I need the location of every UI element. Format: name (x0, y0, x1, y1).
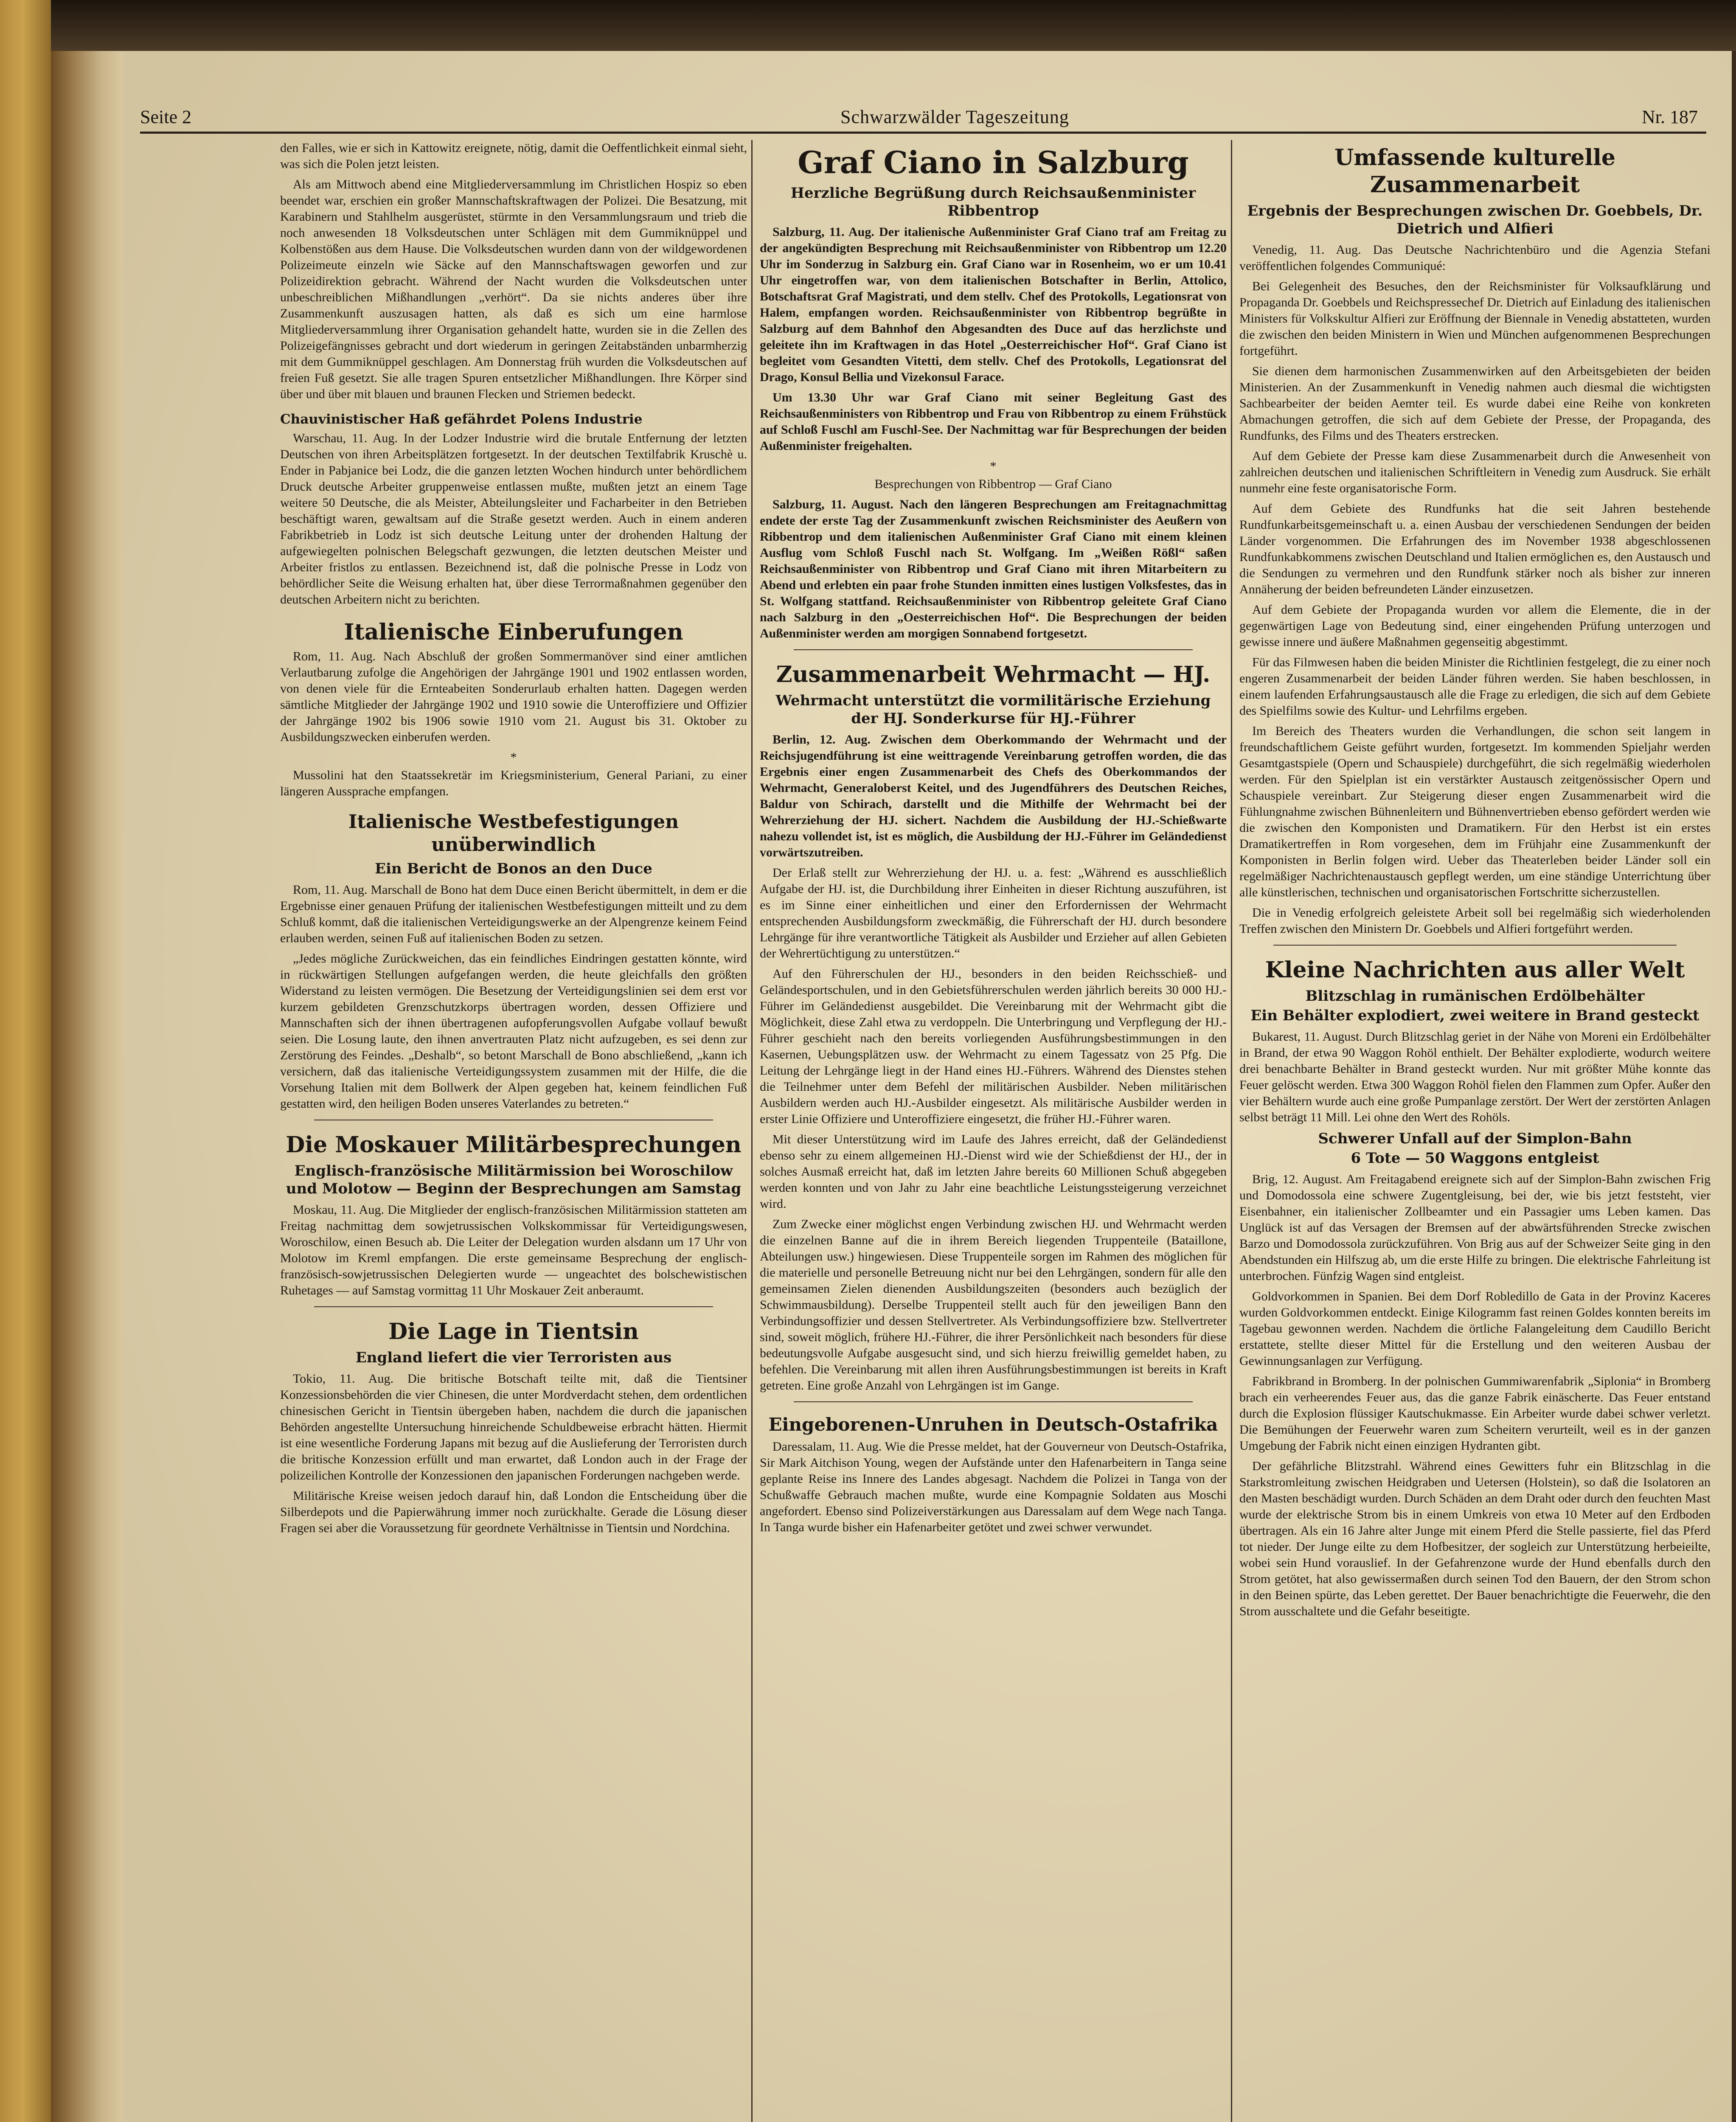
article-text: Um 13.30 Uhr war Graf Ciano mit seiner Begleitung Gast des Reichsaußenministers von Ribbentrop und Frau von Ribbentrop zu einem Frühstück auf Schloß Fuschl am Fuschl-See. Der Nachmittag war für Besprechungen der beiden Außenminister freigehalten. (760, 390, 1227, 453)
article-subheadline: Blitzschlag in rumänischen Erdölbehälter (1305, 988, 1645, 1005)
article-headline: Kleine Nachrichten aus aller Welt (1265, 957, 1685, 983)
article-text: Im Bereich des Theaters wurden die Verhandlungen, die schon seit langem in freundschaftlichem Geiste geführt wurden, fortgesetzt. Im kommenden Spieljahr werden Gesamtgastspiele (Opern und Schauspiele) durchgeführt, die sich regelmäßig wiederholen werden. Für den Spielplan ist ein verstärkter Austausch zeitgenössischer Opern und Schauspiele vereinbart. Zur Steigerung dieser engen Zusammenarbeit wird die Fühlungnahme zwischen Bühnenleitern und Bühnenvertrieben ebenso gefördert werden wie die zwischen den Komponisten und Dramatikern. Für den Herbst ist ein erstes Dramatikertreffen in Rom vorgesehen, dem im Frühjahr eine Zusammenkunft der Komponisten in Berlin folgen wird. Ueber das Theaterleben beider Länder soll ein regelmäßiger Nachrichtenaustausch gepflegt werden, um eine ständige Unterrichtung über alle künstlerischen, technischen und organisatorischen Fortschritte sicherzustellen. (1239, 724, 1711, 899)
article-text: Salzburg, 11. Aug. Der italienische Außenminister Graf Ciano traf am Freitag zu der angekündigten Besprechung mit Reichsaußenminister von Ribbentrop um 12.20 Uhr im Sonderzug in Salzburg ein. Graf Ciano war in Rosenheim, wo er um 10.41 Uhr eingetroffen war, von dem italienischen Botschafter in Berlin, Attolico, Botschaftsrat Graf Magistrati, und dem stellv. Chef des Protokolls, Legationsrat von Halem, empfangen worden. Reichsaußenminister von Ribbentrop begrüßte in Salzburg auf dem Bahnhof den Abgesandten des Duce auf das herzlichste und geleitete ihn im Kraftwagen in das Hotel „Oesterreichischer Hof“. Graf Ciano ist begleitet vom Gesandten Vitetti, dem stellv. Chef des Protokolls, Legationsrat del Drago, Konsul Bellia und Vizekonsul Farace. (760, 225, 1227, 384)
article-text: Auf den Führerschulen der HJ., besonders in den beiden Reichsschieß- und Geländesportschulen, und in den Gebietsführerschulen werden jährlich bereits 30 000 HJ.-Führer im Geländedienst ausgebildet. Die Vereinbarung mit der Wehrmacht gibt die Möglichkeit, diese Zahl etwa zu verdoppeln. Die Unterbringung und Verpflegung der HJ.-Führer geschieht nach den bereits vorliegenden Ausführungsbestimmungen in den Kasernen, Uebungsplätzen usw. der Wehrmacht zu einem Tagessatz von 25 Pfg. Die Leitung der Lehrgänge liegt in der Hand eines HJ.-Führers. Während des Dienstes stehen die Teilnehmer unter dem Befehl der militärischen Ausbilder. Neben militärischen Ausbildern werden auch HJ.-Ausbilder eingesetzt. Als militärische Ausbilder werden in erster Linie Offiziere und Unteroffiziere eingesetzt, die früher HJ.-Führer waren. (760, 967, 1227, 1126)
column-3 (1239, 140, 1711, 2122)
article-separator (794, 649, 1193, 650)
article-text: Mussolini hat den Staatssekretär im Kriegsministerium, General Pariani, zu einer längeren Aussprache empfangen. (280, 768, 747, 798)
page-number: Seite 2 (140, 107, 191, 127)
column-divider (1231, 140, 1232, 2122)
article-headline: Die Lage in Tientsin (388, 1319, 639, 1344)
column-2 (760, 140, 1227, 2122)
article-headline: Italienische Westbefestigungen unüberwindlich (348, 811, 679, 856)
article-text: Besprechungen von Ribbentrop — Graf Ciano (874, 477, 1112, 491)
article-text: den Falles, wie er sich in Kattowitz ereignete, nötig, damit die Oeffentlichkeit einmal sieht, was sich die Polen jetzt leisten. (280, 141, 747, 171)
page-stack-edge (51, 0, 123, 2122)
article-text: Berlin, 12. Aug. Zwischen dem Oberkommando der Wehrmacht und der Reichsjugendführung ist eine weittragende Vereinbarung getroffen worden, die das Ergebnis einer engen Zusammenarbeit des Chefs des Oberkommandos der Wehrmacht, Generaloberst Keitel, und des Jugendführers des Deutschen Reiches, Baldur von Schirach, darstellt und die Mithilfe der Wehrmacht bei der Wehrerziehung der HJ. sichert. Nachdem die Ausbildung der HJ.-Schießwarte nahezu vollendet ist, ist es möglich, die Ausbildung der HJ.-Führer im Geländedienst vorwärtszutreiben. (760, 733, 1227, 859)
article-text: Warschau, 11. Aug. In der Lodzer Industrie wird die brutale Entfernung der letzten Deutschen von ihren Arbeitsplätzen fortgesetzt. In der deutschen Textilfabrik Kruschè u. Ender in Pabjanice bei Lodz, die die ganzen letzten Wochen hindurch unter behördlichem Druck deutsche Arbeiter gruppenweise entlassen mußte, mußten jetzt an einem Tage weitere 50 Deutsche, die als Meister, Abteilungsleiter und Facharbeiter in den Betrieben beschäftigt waren, gewaltsam auf die Straße gesetzt werden. Auch in einem anderen Fabrikbetrieb in Lodz ist sich deutsche Leitung unter der drohenden Haltung der aufgewiegelten polnischen Belegschaft gezwungen, die letzten deutschen Meister und Arbeiter fristlos zu entlassen. Bezeichnend ist, daß die polnische Presse in Lodz von behördlicher Seite die Weisung erhalten hat, über diese Terrormaßnahmen gegenüber den deutschen Arbeitern nicht zu berichten. (280, 431, 747, 606)
article-headline: Umfassende kulturelle Zusammenarbeit (1334, 145, 1615, 198)
newspaper-title: Schwarzwälder Tageszeitung (840, 107, 1069, 127)
article-text: Tokio, 11. Aug. Die britische Botschaft teilte mit, daß die Tientsiner Konzessionsbehörden die vier Chinesen, die unter Mordverdacht stehen, dem ordentlichen chinesischen Gericht in Tientsin übergeben haben, nachdem die durch die japanischen Behörden angestellte Untersuchung hinreichende Schuldbeweise erbracht hätten. Hiermit ist eine wesentliche Forderung Japans mit bezug auf die Auslieferung der Terroristen durch die britische Konzession erfüllt und man erwartet, daß London auch in der Frage der polizeilichen Kontrolle der Konzessionen den japanischen Forderungen nachgeben werde. (280, 1372, 747, 1482)
article-text: Auf dem Gebiete des Rundfunks hat die seit Jahren bestehende Rundfunkarbeitsgemeinschaft u. a. einen Ausbau der verschiedenen Sendungen der beiden Länder vorgenommen. Die Erfahrungen des im November 1938 abgeschlossenen Rundfunkabkommens zwischen Deutschland und Italien ermöglichen es, den Austausch und die Sendungen zu vermehren und den Rundfunk stärker noch als bisher zur inneren Annäherung der beiden befreundeten Länder einzusetzen. (1239, 502, 1711, 596)
article-headline: Die Moskauer Militärbesprechungen (286, 1132, 742, 1158)
article-headline: Graf Ciano in Salzburg (798, 144, 1189, 180)
separator-star: * (510, 750, 517, 764)
article-text: Fabrikbrand in Bromberg. In der polnischen Gummiwarenfabrik „Siplonia“ in Bromberg brach ein verheerendes Feuer aus, das die ganze Fabrik einäscherte. Das Feuer entstand durch die Explosion flüssiger Kautschukmasse. Ein Arbeiter wurde dabei schwer verletzt. Die Bemühungen der Feuerwehr waren zum Scheitern verurteilt, weil es in der ganzen Umgebung der Fabrik nicht einen einzigen Hydranten gibt. (1239, 1374, 1711, 1453)
article-text: Die in Venedig erfolgreich geleistete Arbeit soll bei regelmäßig sich wiederholenden Treffen zwischen den Ministern Dr. Goebbels und Alfieri fortgeführt werden. (1239, 906, 1711, 936)
article-subheadline: Ein Bericht de Bonos an den Duce (375, 860, 652, 877)
article-subheadline: Ergebnis der Besprechungen zwischen Dr. Goebbels, Dr. Dietrich und Alfieri (1247, 202, 1703, 237)
article-subheadline: Englisch-französische Militärmission bei Woroschilow und Molotow — Beginn der Besprechungen am Samstag (286, 1162, 742, 1197)
article-text: Goldvorkommen in Spanien. Bei dem Dorf Robledillo de Gata in der Provinz Kaceres wurden Goldvorkommen entdeckt. Einige Kilogramm fast reinen Goldes konnten bereits im Tagebau gewonnen werden. Nachdem die örtliche Falangeleitung dem Caudillo Bericht erstattete, stellte dieser Mittel für die Erstellung und den weiteren Ausbau der Gewinnungsanlagen zur Verfügung. (1239, 1289, 1711, 1368)
article-subheadline: Schwerer Unfall auf der Simplon-Bahn (1318, 1130, 1632, 1147)
article-text: Venedig, 11. Aug. Das Deutsche Nachrichtenbüro und die Agenzia Stefani veröffentlichen folgendes Communiqué: (1239, 243, 1711, 273)
article-text: Rom, 11. Aug. Marschall de Bono hat dem Duce einen Bericht übermittelt, in dem er die Ergebnisse einer genauen Prüfung der italienischen Westbefestigungen mitteilt und zu dem Schluß kommt, daß die italienischen Verteidigungswerke an der Alpengrenze keinem Feind erlauben werden, seinen Fuß auf italienischen Boden zu setzen. (280, 883, 747, 945)
article-text: Militärische Kreise weisen jedoch darauf hin, daß London die Entscheidung über die Silberdepots und die Papierwährung immer noch zurückhalte. Gerade die Lösung dieser Fragen sei aber die Voraussetzung für geordnete Verhältnisse in Tientsin und Nordchina. (280, 1489, 747, 1535)
article-headline: Italienische Einberufungen (344, 619, 683, 645)
article-subheadline: England liefert die vier Terroristen aus (355, 1349, 672, 1366)
article-separator (1273, 945, 1677, 946)
article-separator (794, 1401, 1193, 1402)
article-text: Der Erlaß stellt zur Wehrerziehung der HJ. u. a. fest: „Während es ausschließlich Aufgabe der HJ. ist, die Durchbildung ihrer Einheiten in dieser Richtung auszuführen, ist es im Sinne einer einheitlichen und einer den Erfordernissen der Wehrmacht entsprechenden Ausbildungsform zweckmäßig, die Führerschaft der HJ. durch besondere Lehrgänge für ihre verantwortliche Tätigkeit als Ausbilder und Erzieher auf allen Gebieten der Wehrertüchtigung zu unterstützen.“ (760, 866, 1227, 960)
article-separator (314, 1306, 713, 1307)
article-text: Moskau, 11. Aug. Die Mitglieder der englisch-französischen Militärmission statteten am Freitag nachmittag dem sowjetrussischen Volkskommissar für Verteidigungswesen, Woroschilow, einen Besuch ab. Die Leiter der Delegation wurden alsdann um 17 Uhr von Molotow im Kreml empfangen. Die erste gemeinsame Besprechung der englisch-französisch-sowjetrussischen Delegierten wurde — ungeachtet des bolschewistischen Ruhetages — auf Samstag vormittag 11 Uhr Moskauer Zeit anberaumt. (280, 1203, 747, 1297)
article-headline: Chauvinistischer Haß gefährdet Polens Industrie (280, 412, 643, 427)
article-text: Auf dem Gebiete der Presse kam diese Zusammenarbeit durch die Anwesenheit von zahlreichen deutschen und italienischen Schriftleitern in Venedig zum Ausdruck. Sie erhält nunmehr eine feste organisatorische Form. (1239, 449, 1711, 495)
article-text: Auf dem Gebiete der Propaganda wurden vor allem die Elemente, die in der gegenwärtigen Lage von Bedeutung sind, einer eingehenden Prüfung unterzogen und gewisse innere und äußere Maßnahmen gegenseitig abgestimmt. (1239, 603, 1711, 649)
article-text: Für das Filmwesen haben die beiden Minister die Richtlinien festgelegt, die zu einer noch engeren Zusammenarbeit der beiden Länder führen werden. Sie haben beschlossen, in einem laufenden Erfahrungsaustausch alle die Frage zu erledigen, die sich auf dem Gebiete des Spielfilms sowie des Kultur- und Lehrfilms ergeben. (1239, 655, 1711, 718)
book-binding (0, 0, 51, 2122)
article-text: Sie dienen dem harmonischen Zusammenwirken auf den Arbeitsgebieten der beiden Ministerien. An der Zusammenkunft in Venedig nahmen auch diesmal die wichtigsten Sachbearbeiter der beiden Aemter teil. Es wurde dabei eine Reihe von konkreten Abmachungen getroffen, die sich auf dem Gebiete der Presse, der Propaganda, des Rundfunks, des Films und des Theaters erstrecken. (1239, 364, 1711, 443)
article-text: Der gefährliche Blitzstrahl. Während eines Gewitters fuhr ein Blitzschlag in die Starkstromleitung zwischen Heidgraben und Uetersen (Holstein), so daß die Isolatoren an den Masten beschädigt wurden. Durch Schäden an dem Draht oder durch den feuchten Mast wurde der elektrische Strom bis in einem Umkreis von etwa 10 Meter auf den Erdboden übertragen. Als ein 16 Jahre alter Junge mit einem Pferd die Stelle passierte, fiel das Pferd tot nieder. Der Junge eilte zu dem Hofbesitzer, der sogleich zur Unterstützung herbeieilte, wobei sein Hund vorauslief. In der Gefahrenzone wurde der Hund ebenfalls durch den Strom getötet, hat also gewissermaßen durch seinen Tod den Bauern, der den Strom schon in den Beinen spürte, das Leben gerettet. Der Bauer benachrichtigte die Feuerwehr, die den Strom ausschaltete und die Gefahr beseitigte. (1239, 1459, 1711, 1618)
article-headline: Eingeborenen-Unruhen in Deutsch-Ostafrika (768, 1414, 1218, 1435)
article-text: Rom, 11. Aug. Nach Abschluß der großen Sommermanöver sind einer amtlichen Verlautbarung zufolge die Angehörigen der Jahrgänge 1901 und 1902 entlassen worden, von denen viele für die Ernteabeiten Sonderurlaub erhalten hatten. Dagegen werden sämtliche Mitglieder der Jahrgänge 1902 und 1910 sowie die Unteroffiziere und Offizier der Jahrgänge 1902 bis 1906 sowie 1910 vom 21. August bis 31. Oktober zu Ausbildungszwecken einberufen werden. (280, 649, 747, 744)
page-header (140, 55, 1698, 127)
article-text: Als am Mittwoch abend eine Mitgliederversammlung im Christlichen Hospiz so eben beendet war, erschien ein großer Mannschaftskraftwagen der Polizei. Die Besatzung, mit Karabinern und Stahlhelm ausgerüstet, stürmte in den Versammlungsraum und trieb die noch anwesenden 18 Volksdeutschen unter Schlägen mit dem Gummiknüppel und Kolbenstößen aus dem Hause. Die Volksdeutschen wurden dann von der wildgewordenen Polizeimeute einzeln wie Säcke auf den Mannschaftswagen geworfen und zur Polizeidirektion gebracht. Während der Nacht wurden die Volksdeutschen unter unbeschreiblichen Mißhandlungen „verhört“. Da sie nichts anderes über ihre Zusammenkunft auszusagen hatten, als daß es sich um eine harmlose Mitgliederversammlung ihrer Organisation gehandelt hatte, wurden sie in die Zellen des Polizeigefängnisses gebracht und dort wiederum in geringen Zeitabständen unbarmherzig mit dem Gummiknüppel geschlagen. Am Donnerstag früh wurden die Volksdeutschen auf freien Fuß gesetzt. Sie alle tragen Spuren entsetzlicher Mißhandlungen. Ihre Körper sind über und über mit blauen und braunen Flecken und Striemen bedeckt. (280, 177, 747, 401)
header-rule (140, 132, 1706, 134)
article-subheadline: Ein Behälter explodiert, zwei weitere in Brand gesteckt (1250, 1007, 1699, 1024)
column-1 (280, 140, 747, 2122)
article-text: Salzburg, 11. August. Nach den längeren Besprechungen am Freitagnachmittag endete der erste Tag der Zusammenkunft zwischen Reichsminister des Aeußern von Ribbentrop und dem italienischen Außenminister Graf Ciano mit einem kleinen Ausflug vom Schloß Fuschl nach St. Wolfgang. Im „Weißen Rößl“ saßen Reichsaußenminister von Ribbentrop und Graf Ciano mit ihren Mitarbeitern zu Abend und erlebten ein paar frohe Stunden inmitten eines lustigen Volksfestes, das in St. Wolfgang stattfand. Reichsaußenminister von Ribbentrop geleitete Graf Ciano nach Salzburg in den „Oesterreichischen Hof“. Die Besprechungen der beiden Außenminister werden am morgigen Sonnabend fortgesetzt. (760, 497, 1227, 640)
article-text: Zum Zwecke einer möglichst engen Verbindung zwischen HJ. und Wehrmacht werden die einzelnen Banne auf die in ihrem Bereich liegenden Truppenteile (Bataillone, Abteilungen usw.) hingewiesen. Diese Truppenteile sorgen im Rahmen des möglichen für die materielle und personelle Betreuung nicht nur bei den Lehrgängen, sondern für alle den gemeinsamen Zielen dienenden Ausbildungszeiten (besonders auch bezüglich der Schwimmausbildung). Derselbe Truppenteil stellt auch für den jeweiligen Bann den Verbindungsoffizier und dessen Stellvertreter. Als Verbindungsoffiziere bzw. Stellvertreter sind, soweit möglich, frühere HJ.-Führer, die ihrer Persönlichkeit nach besonders für diese bedeutungsvolle Aufgabe ausgesucht sind, und sich hierzu freiwillig gemeldet haben, zu befehlen. Die Vereinbarung mit allen ihren Ausführungsbestimmungen ist bereits in Kraft getreten. Eine große Anzahl von Lehrgängen ist im Gange. (760, 1217, 1227, 1392)
article-text: Brig, 12. August. Am Freitagabend ereignete sich auf der Simplon-Bahn zwischen Frig und Domodossola eine schwere Zugentgleisung, bei der, wie bis jetzt feststeht, vier Eisenbahner, ein italienischer Zollbeamter und ein Passagier ums Leben kamen. Das Unglück ist auf das Versagen der Bremsen auf der abwärtsführenden Strecke zwischen Barzo und Domodossola zurückzuführen. Von Brig aus auf der Schweizer Seite ging in den Abendstunden ein Hilfszug ab, um die erste Hilfe zu bringen. Die elektrische Fahrleitung ist unterbrochen. Fünfzig Wagen sind entgleist. (1239, 1172, 1711, 1283)
article-subheadline: Herzliche Begrüßung durch Reichsaußenminister Ribbentrop (790, 185, 1196, 219)
article-headline: Zusammenarbeit Wehrmacht — HJ. (776, 662, 1211, 688)
article-subheadline: 6 Tote — 50 Waggons entgleist (1351, 1150, 1599, 1167)
article-subheadline: Wehrmacht unterstützt die vormilitärische Erziehung der HJ. Sonderkurse für HJ.-Führer (775, 692, 1211, 727)
issue-number: Nr. 187 (1642, 107, 1698, 127)
article-text: „Jedes mögliche Zurückweichen, das ein feindliches Eindringen gestatten könnte, wird in rückwärtigen Stellungen aufgefangen werden, die heute gleichfalls den größten Widerstand zu leisten vermögen. Die Besetzung der Verteidigungslinien sei dem erst vor kurzem gebildeten Grenzschutzkorps übertragen worden, dessen Offiziere und Mannschaften sich der ihnen übertragenen aufopferungsvollen Aufgabe vollauf bewußt seien. Die Losung laute, den ihnen anvertrauten Platz nicht aufzugeben, es sei denn zur Zerstörung des Feindes. „Deshalb“, so betont Marschall de Bono abschließend, „kann ich versichern, daß das italienische Verteidigungssystem zusammen mit der Hilfe, die die Vorsehung Italien mit dem Bollwerk der Alpen gegeben hat, keinem feindlichen Fuß gestatten wird, den heiligen Boden unseres Vaterlandes zu betreten.“ (280, 952, 747, 1111)
article-text: Daressalam, 11. Aug. Wie die Presse meldet, hat der Gouverneur von Deutsch-Ostafrika, Sir Mark Aitchison Young, wegen der Aufstände unter den Hafenarbeitern in Tanga seine geplante Reise ins Innere des Landes abgesagt. Nachdem die Polizei in Tanga von der Schußwaffe Gebrauch machen mußte, wurde eine Kompagnie Soldaten aus Moschi angefordert. Ebenso sind Polizeiverstärkungen aus Daressalam auf dem Wege nach Tanga. In Tanga wurde bisher ein Hafenarbeiter getötet und zwei schwer verwundet. (760, 1440, 1227, 1534)
separator-star: * (990, 459, 997, 473)
article-text: Bei Gelegenheit des Besuches, den der Reichsminister für Volksaufklärung und Propaganda Dr. Goebbels und Reichspressechef Dr. Dietrich auf Einladung des italienischen Ministers für Volkskultur Alfieri zur Eröffnung der Biennale in Venedig abstatteten, wurden die zwischen den beiden Ministern in Wien und München aufgenommenen Besprechungen fortgeführt. (1239, 279, 1711, 358)
scan-shadow (51, 0, 1736, 51)
article-text: Bukarest, 11. August. Durch Blitzschlag geriet in der Nähe von Moreni ein Erdölbehälter in Brand, der etwa 90 Waggon Rohöl enthielt. Der Behälter explodierte, wodurch weitere drei benachbarte Behälter in Brand gesteckt wurden. Nur mit größter Mühe konnte das Feuer gelöscht werden. Etwa 300 Waggon Rohöl fielen den Flammen zum Opfer. Außer den vier Behältern wurde auch eine große Pumpanlage zerstört. Der Wert der zerstörten Anlagen selbst beträgt 11 Mill. Lei ohne den Wert des Rohöls. (1239, 1030, 1711, 1124)
column-divider (751, 140, 753, 2122)
article-text: Mit dieser Unterstützung wird im Laufe des Jahres erreicht, daß der Geländedienst ebenso sehr zu einem allgemeinen HJ.-Dienst wird wie der Schießdienst der HJ., der in solches Ausmaß erreicht hat, daß im letzten Jahre bereits 60 Millionen Schuß abgegeben werden konnten und von Jahr zu Jahr eine beachtliche Leistungssteigerung verzeichnet wird. (760, 1132, 1227, 1211)
